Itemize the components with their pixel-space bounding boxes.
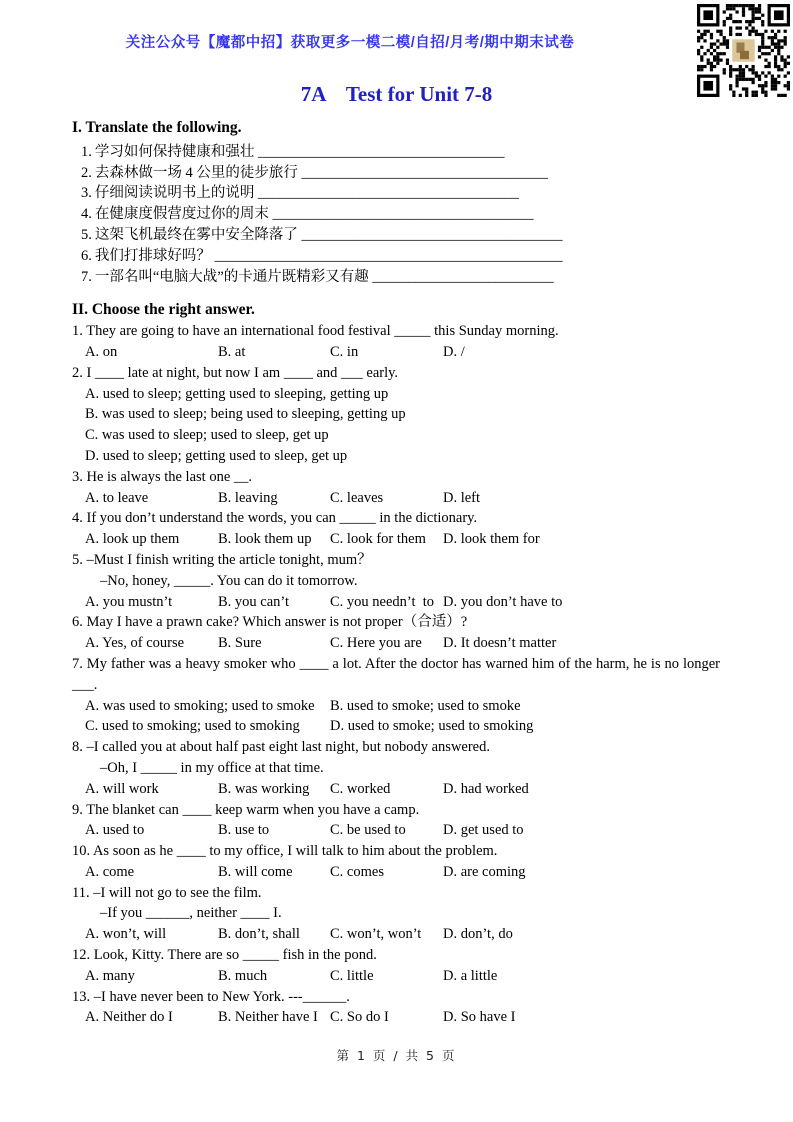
options-row <box>72 966 720 987</box>
item-number: 5. <box>81 226 92 243</box>
option-c: C. was used to sleep; used to sleep, get up <box>85 427 329 444</box>
question-text: 6. May I have a prawn cake? Which answer is not proper（合适）? <box>72 614 468 631</box>
translate-item <box>72 163 720 184</box>
options-row <box>72 779 720 800</box>
translate-item <box>72 142 720 163</box>
option-d: D. left <box>443 489 481 506</box>
question-text: 4. If you don’t understand the words, you can _____ in the dictionary. <box>72 510 478 527</box>
question-text: ___. <box>72 676 98 693</box>
options-row <box>72 820 720 841</box>
question-text: 11. –I will not go to see the film. <box>72 884 262 901</box>
option-a: A. you mustn’t <box>85 593 173 610</box>
item-number: 1. <box>81 143 92 160</box>
option-d: D. So have I <box>443 1009 516 1026</box>
option-a: A. look up them <box>85 531 180 548</box>
answer-blank: _________________________ <box>372 268 554 285</box>
option-c: C. be used to <box>330 822 406 839</box>
option-b: B. much <box>218 967 268 984</box>
question <box>72 737 720 799</box>
option-b: B. look them up <box>218 531 312 548</box>
option-b: B. don’t, shall <box>218 926 300 943</box>
item-text: 学习如何保持健康和强壮 <box>94 143 255 160</box>
paper-body <box>72 118 720 1028</box>
option-d: D. It doesn’t matter <box>443 635 557 652</box>
option-b: B. you can’t <box>218 593 290 610</box>
option-d: D. used to smoke; used to smoking <box>330 718 534 735</box>
option-d: D. used to sleep; getting used to sleep, get up <box>85 447 348 464</box>
question <box>72 841 720 883</box>
option-d: D. get used to <box>443 822 524 839</box>
question <box>72 945 720 987</box>
option-d: D. are coming <box>443 863 526 880</box>
question <box>72 987 720 1029</box>
options-row <box>72 633 720 654</box>
section-1-heading: I. Translate the following. <box>72 119 242 136</box>
option-a: A. used to sleep; getting used to sleeping, getting up <box>85 385 389 402</box>
question <box>72 883 720 945</box>
question <box>72 654 720 737</box>
page-title: 7A Test for Unit 7-8 <box>300 82 493 106</box>
item-text: 我们打排球好吗？ <box>94 247 211 264</box>
translate-item <box>72 225 720 246</box>
option-a: A. Neither do I <box>85 1009 173 1026</box>
translate-item <box>72 246 720 267</box>
translate-item <box>72 183 720 204</box>
option-b: B. use to <box>218 822 270 839</box>
option-c: C. used to smoking; used to smoking <box>85 718 300 735</box>
question-text: 12. Look, Kitty. There are so _____ fish in the pond. <box>72 947 377 964</box>
item-text: 去森林做一场 4 公里的徒步旅行 <box>94 164 298 181</box>
question-text: 9. The blanket can ____ keep warm when you have a camp. <box>72 801 420 818</box>
options-row <box>72 1007 720 1028</box>
question-text: 13. –I have never been to New York. ---______. <box>72 988 350 1005</box>
option-c: C. comes <box>330 863 384 880</box>
option-d: D. look them for <box>443 531 540 548</box>
promo-banner: 关注公众号【魔都中招】获取更多一模二模/自招/月考/期中期末试卷 <box>125 35 575 51</box>
options-row <box>72 862 720 883</box>
item-text: 这架飞机最终在雾中安全降落了 <box>94 226 298 243</box>
question-text: 8. –I called you at about half past eight last night, but nobody answered. <box>72 739 490 756</box>
option-b: B. used to smoke; used to smoke <box>330 697 521 714</box>
question-text: 7. My father was a heavy smoker who ____ a lot. After the doctor has warned him of the harm, he is no longer <box>72 655 720 672</box>
item-number: 6. <box>81 247 92 264</box>
option-c: C. you needn’t to <box>330 593 435 610</box>
option-d: D. had worked <box>443 780 529 797</box>
options-row <box>72 529 720 550</box>
answer-blank: ________________________________________________ <box>214 247 563 264</box>
option-a: A. won’t, will <box>85 926 167 943</box>
answer-blank: ____________________________________ <box>258 185 519 202</box>
item-text: 一部名叫“电脑大战”的卡通片既精彩又有趣 <box>94 268 369 285</box>
option-c: C. So do I <box>330 1009 389 1026</box>
option-c: C. Here you are <box>330 635 422 652</box>
answer-blank: ____________________________________ <box>301 226 563 243</box>
option-d: D. / <box>443 343 465 360</box>
page-number: 第 1 页 / 共 5 页 <box>336 1048 457 1063</box>
option-b: B. was working <box>218 780 310 797</box>
question <box>72 508 720 550</box>
option-b: B. leaving <box>218 489 278 506</box>
item-number: 7. <box>81 268 92 285</box>
question <box>72 800 720 842</box>
option-c: C. won’t, won’t <box>330 926 422 943</box>
question-text: –If you ______, neither ____ I. <box>100 905 282 922</box>
question-text: 3. He is always the last one __. <box>72 468 253 485</box>
option-b: B. was used to sleep; being used to sleeping, getting up <box>85 406 406 423</box>
options-row <box>72 488 720 509</box>
option-a: A. come <box>85 863 135 880</box>
options-row <box>72 924 720 945</box>
option-a: A. will work <box>85 780 159 797</box>
translate-item <box>72 204 720 225</box>
item-text: 仔细阅读说明书上的说明 <box>94 185 255 202</box>
option-a: A. used to <box>85 822 145 839</box>
answer-blank: ____________________________________ <box>272 206 534 223</box>
option-b: B. Neither have I <box>218 1009 318 1026</box>
item-number: 2. <box>81 164 92 181</box>
question <box>72 467 720 509</box>
translate-item <box>72 267 720 288</box>
option-a: A. Yes, of course <box>85 635 185 652</box>
options-row <box>72 592 720 613</box>
option-b: B. will come <box>218 863 293 880</box>
option-d: D. you don’t have to <box>443 593 563 610</box>
item-number: 3. <box>81 185 92 202</box>
question-text: 2. I ____ late at night, but now I am ____ and ___ early. <box>72 364 399 381</box>
option-c: C. look for them <box>330 531 426 548</box>
option-a: A. on <box>85 343 118 360</box>
question-text: –Oh, I _____ in my office at that time. <box>100 759 324 776</box>
option-c: C. worked <box>330 780 391 797</box>
item-text: 在健康度假营度过你的周末 <box>94 206 269 223</box>
section-2-heading: II. Choose the right answer. <box>72 301 255 319</box>
item-number: 4. <box>81 206 92 223</box>
question <box>72 363 720 467</box>
option-b: B. at <box>218 343 246 360</box>
option-c: C. little <box>330 967 374 984</box>
question <box>72 321 720 363</box>
option-a: A. was used to smoking; used to smoke <box>85 697 315 714</box>
question <box>72 612 720 654</box>
question-text: 5. –Must I finish writing the article tonight, mum？ <box>72 551 372 568</box>
options-row <box>72 342 720 363</box>
option-a: A. many <box>85 967 135 984</box>
option-c: C. in <box>330 343 359 360</box>
option-d: D. a little <box>443 967 498 984</box>
answer-blank: __________________________________ <box>258 143 505 160</box>
option-b: B. Sure <box>218 635 262 652</box>
option-d: D. don’t, do <box>443 926 513 943</box>
question-text: –No, honey, _____. You can do it tomorrow. <box>100 572 358 589</box>
answer-blank: __________________________________ <box>301 164 548 181</box>
option-c: C. leaves <box>330 489 384 506</box>
question-text: 1. They are going to have an international food festival _____ this Sunday morning. <box>72 323 559 340</box>
options-row <box>72 696 720 717</box>
option-a: A. to leave <box>85 489 149 506</box>
question-text: 10. As soon as he ____ to my office, I will talk to him about the problem. <box>72 843 498 860</box>
question <box>72 550 720 612</box>
options-row <box>72 716 720 737</box>
